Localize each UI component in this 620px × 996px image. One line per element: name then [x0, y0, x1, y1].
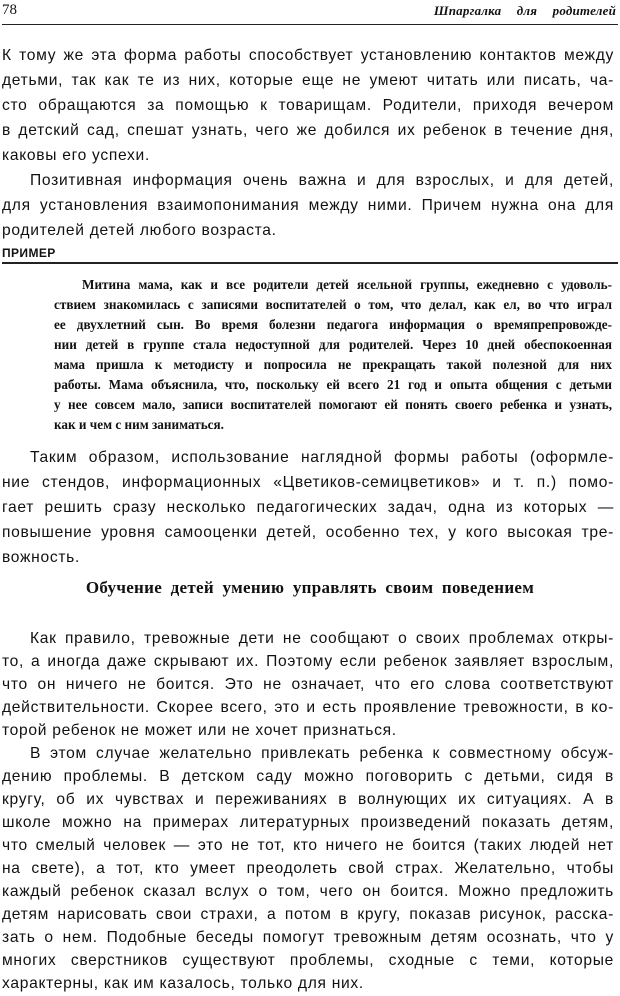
example-rule — [2, 262, 618, 264]
text-line: ние стендов, информационных «Цветиков-семицветиков» и т. п.) помо- — [2, 474, 614, 491]
text-line: Как правило, тревожные дети не сообщают о своих проблемах откры- — [30, 630, 614, 647]
page-number: 78 — [2, 2, 17, 18]
text-line: многих сверстников существуют проблемы, сходные с теми, которые — [2, 952, 614, 969]
text-line: дению проблемы. В детском саду можно поговорить с детьми, сидя в — [2, 768, 614, 785]
text-line: Позитивная информация очень важна и для взрослых, и для детей, — [30, 172, 614, 189]
text-line: сто обращаются за помощью к товарищам. Родители, приходя вечером — [2, 97, 614, 114]
text-line: школе можно на примерах литературных произведений показать детям, — [2, 814, 614, 831]
text-line: торой ребенок не может или не хочет признаться. — [2, 722, 397, 739]
example-line: у нее совсем мало, записи воспитателей помогают ей понять своего ребенка и узнать, — [54, 397, 612, 412]
example-line: мама пришла к методисту и попросила не прекращать такой полезной для них — [54, 357, 612, 372]
text-line: родителей детей любого возраста. — [2, 222, 277, 239]
section-heading: Обучение детей умению управлять своим поведением — [85, 578, 535, 597]
text-line: кругу, об их чувствах и переживаниях в волнующих их ситуациях. А в — [2, 791, 614, 808]
text-line: характерны, как им казалось, только для них. — [2, 975, 364, 992]
example-line: ее двухлетний сын. Во время болезни педагога информация о времяпрепровожде- — [54, 317, 612, 332]
text-line: детьми, так как те из них, которые еще не умеют читать или писать, ча- — [2, 72, 614, 89]
example-line: Митина мама, как и все родители детей ясельной группы, ежедневно с удоволь- — [82, 277, 612, 292]
page-header — [0, 0, 620, 28]
text-line: для установления взаимопонимания между ними. Причем нужна она для — [2, 197, 614, 214]
example-label: ПРИМЕР — [2, 246, 56, 260]
text-line: каждый ребенок сказал вслух о том, чего он боится. Можно предложить — [2, 883, 614, 900]
example-line: нии детей в группе стала недоступной для родителей. Через 10 дней обеспокоенная — [54, 337, 612, 352]
text-line: гает решить сразу несколько педагогических задач, одна из которых — — [2, 499, 614, 516]
text-line: что он ничего не боится. Это не означает, что его слова соответствуют — [2, 676, 614, 693]
text-line: каковы его успехи. — [2, 147, 150, 164]
example-line: как и чем с ним заниматься. — [54, 417, 224, 432]
text-line: повышение уровня самооценки детей, особенно тех, у кого высокая тре- — [2, 524, 614, 541]
header-rule — [2, 24, 618, 25]
text-line: Таким образом, использование наглядной формы работы (оформле- — [30, 449, 614, 466]
text-line: на свете), а тот, кто умеет преодолеть свой страх. Желательно, чтобы — [2, 860, 614, 877]
text-line: вожность. — [2, 549, 81, 566]
text-line: в детский сад, спешат узнать, чего же добился их ребенок в течение дня, — [2, 122, 614, 139]
example-line: ствием знакомилась с записями воспитателей о том, что делал, как ел, во что играл — [54, 297, 612, 312]
running-head: Шпаргалка для родителей — [433, 3, 616, 18]
text-line: детям нарисовать свои страхи, а потом в кругу, показав рисунок, расска- — [2, 906, 614, 923]
text-line: К тому же эта форма работы способствует установлению контактов между — [2, 47, 614, 64]
example-line: работы. Мама объяснила, что, поскольку ей всего 21 год и опыта общения с детьми — [54, 377, 612, 392]
text-line: что смелый человек — это не тот, кто ничего не боится (таких людей нет — [2, 837, 614, 854]
text-line: то, а иногда даже скрывают их. Поэтому если ребенок заявляет взрослым, — [2, 653, 614, 670]
text-line: зать о нем. Подобные беседы помогут тревожным детям осознать, что у — [2, 929, 614, 946]
text-line: действительности. Скорее всего, это и есть проявление тревожности, в ко- — [2, 699, 614, 716]
text-line: В этом случае желательно привлекать ребенка к совместному обсуж- — [30, 745, 614, 762]
